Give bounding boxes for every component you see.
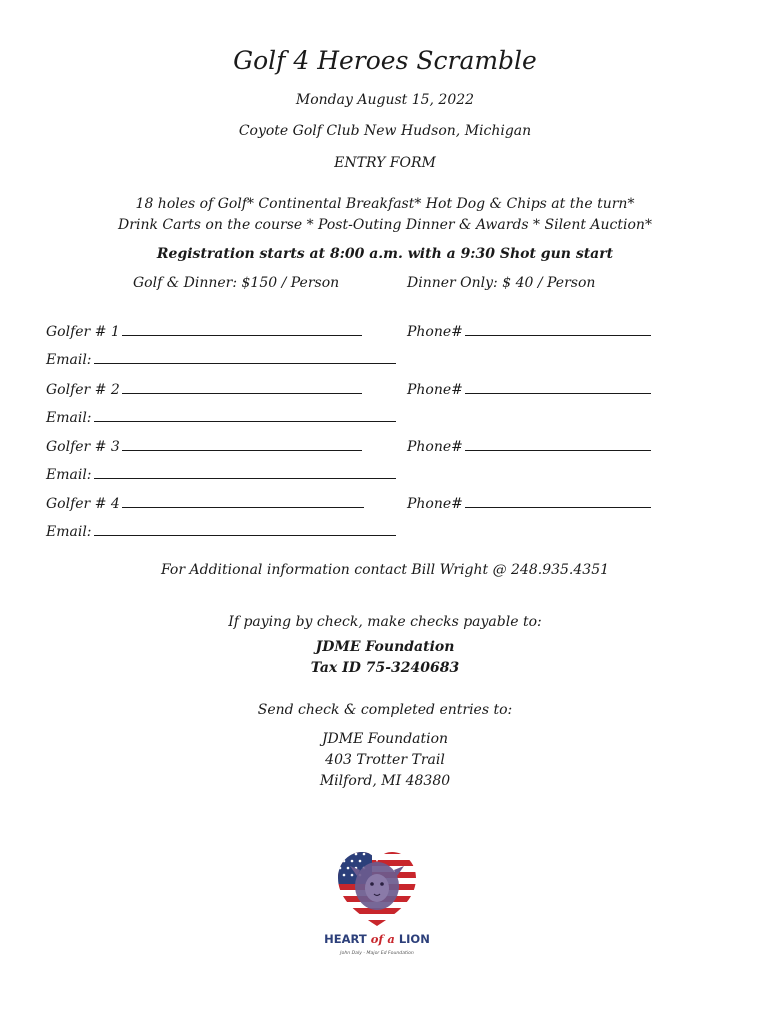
email-4-line[interactable] [94,523,396,536]
golfer-3-field[interactable] [46,438,366,455]
golfer-4-line[interactable] [122,495,364,508]
golfer-1-line[interactable] [122,323,362,336]
logo-name: HEART of a LION [324,932,430,946]
amenities-line-2: Drink Carts on the course * Post-Outing Dinner & Awards * Silent Auction* [118,217,652,233]
send-entries-note: Send check & completed entries to: [257,702,513,718]
registration-note: Registration starts at 8:00 a.m. with a 9:30 Shot gun start [156,246,614,262]
phone-4-field[interactable] [407,495,657,512]
golfer-4-field[interactable] [46,495,366,512]
contact-info: For Additional information contact Bill Wright @ 248.935.4351 [160,562,610,578]
golfer-1-field[interactable] [46,323,366,340]
phone-4-line[interactable] [465,495,651,508]
phone-2-label: Phone# [407,382,463,398]
check-payable-note: If paying by check, make checks payable to: [228,614,542,630]
phone-4-label: Phone# [407,496,463,512]
price-dinner-only: Dinner Only: $ 40 / Person [407,275,596,291]
email-3-line[interactable] [94,466,396,479]
email-1-field[interactable] [46,351,406,368]
phone-3-label: Phone# [407,439,463,455]
email-2-label: Email: [46,410,92,426]
email-1-line[interactable] [94,351,396,364]
event-date: Monday August 15, 2022 [295,92,475,108]
golfer-2-line[interactable] [122,381,362,394]
email-4-label: Email: [46,524,92,540]
event-venue: Coyote Golf Club New Hudson, Michigan [238,123,532,139]
email-1-label: Email: [46,352,92,368]
email-3-label: Email: [46,467,92,483]
price-golf-dinner: Golf & Dinner: $150 / Person [133,275,340,291]
phone-2-line[interactable] [465,381,651,394]
golfer-4-label: Golfer # 4 [46,496,120,512]
phone-1-field[interactable] [407,323,657,340]
golfer-1-label: Golfer # 1 [46,324,120,340]
phone-1-label: Phone# [407,324,463,340]
phone-2-field[interactable] [407,381,657,398]
payee-name: JDME Foundation [315,639,455,655]
tax-id: Tax ID 75-3240683 [310,660,460,676]
email-3-field[interactable] [46,466,406,483]
email-2-line[interactable] [94,409,396,422]
page-title: Golf 4 Heroes Scramble [233,46,537,75]
amenities-line-1: 18 holes of Golf* Continental Breakfast* Hot Dog & Chips at the turn* [135,196,635,212]
email-4-field[interactable] [46,523,406,540]
golfer-2-label: Golfer # 2 [46,382,120,398]
golfer-3-line[interactable] [122,438,362,451]
heart-of-a-lion-logo [302,836,452,970]
golfer-3-label: Golfer # 3 [46,439,120,455]
form-label: ENTRY FORM [334,155,436,171]
mailing-address-line-2: 403 Trotter Trail [325,752,445,768]
phone-3-field[interactable] [407,438,657,455]
mailing-address-line-1: JDME Foundation [321,731,449,747]
phone-1-line[interactable] [465,323,651,336]
logo-tagline: John Daly - Major Ed Foundation [340,951,414,956]
email-2-field[interactable] [46,409,406,426]
golfer-2-field[interactable] [46,381,366,398]
mailing-address-line-3: Milford, MI 48380 [319,773,451,789]
phone-3-line[interactable] [465,438,651,451]
